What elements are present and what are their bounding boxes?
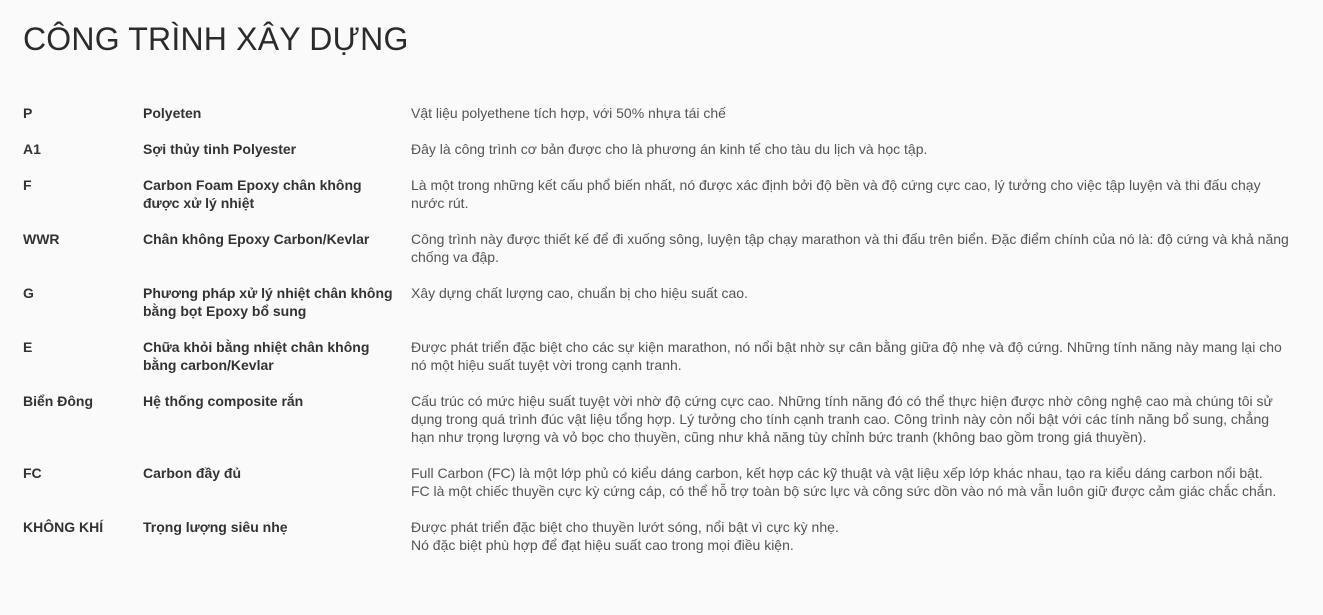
row-name: Hệ thống composite rắn: [143, 393, 304, 409]
row-description: [411, 176, 1303, 212]
row-description: [411, 392, 1303, 446]
page-title: CÔNG TRÌNH XÂY DỰNG: [23, 21, 409, 57]
construction-spec-table: [23, 104, 1303, 572]
row-code: A1: [23, 141, 41, 157]
spec-row-f: [23, 176, 1303, 212]
spec-row-khong-khi: [23, 518, 1303, 554]
spec-row-a1: [23, 140, 1303, 158]
spec-row-g: [23, 284, 1303, 320]
spec-row-bien-dong: [23, 392, 1303, 446]
description-paragraph: Nó đặc biệt phù hợp để đạt hiệu suất cao trong mọi điều kiện.: [411, 537, 794, 553]
description-paragraph: FC là một chiếc thuyền cực kỳ cứng cáp, có thể hỗ trợ toàn bộ sức lực và công sức dồn vào nó mà vẫn luôn giữ được cảm giác chắc chắn.: [411, 483, 1277, 499]
row-name: Chữa khỏi bằng nhiệt chân không bằng carbon/Kevlar: [143, 339, 370, 373]
row-code: WWR: [23, 231, 60, 247]
row-code: E: [23, 339, 33, 355]
spec-row-wwr: [23, 230, 1303, 266]
row-code: FC: [23, 465, 42, 481]
description-paragraph: Được phát triển đặc biệt cho thuyền lướt sóng, nổi bật vì cực kỳ nhẹ.: [411, 519, 839, 535]
description-paragraph: Công trình này được thiết kế để đi xuống sông, luyện tập chạy marathon và thi đấu trên biển. Đặc điểm chính của nó là: độ cứng và khả năng chống va đập.: [411, 231, 1289, 265]
row-description: [411, 104, 1303, 122]
description-paragraph: Cấu trúc có mức hiệu suất tuyệt vời nhờ độ cứng cực cao. Những tính năng đó có thể thực hiện được nhờ công nghệ cao mà chúng tôi sử dụng trong quá trình đúc vật liệu tổng hợp. Lý tưởng cho tính cạnh tranh cao. Công trình này còn nổi bật với các tính năng bổ sung, chẳng hạn như trọng lượng và vỏ bọc cho thuyền, cũng như khả năng tùy chỉnh bức tranh (không bao gồm trong giá thuyền).: [411, 393, 1273, 445]
row-code: G: [23, 285, 34, 301]
row-code: KHÔNG KHÍ: [23, 519, 104, 535]
row-description: [411, 230, 1303, 266]
row-name: Polyeten: [143, 105, 202, 121]
row-name: Carbon Foam Epoxy chân không được xử lý nhiệt: [143, 177, 362, 211]
row-name: Chân không Epoxy Carbon/Kevlar: [143, 231, 370, 247]
row-description: [411, 140, 1303, 158]
description-paragraph: Đây là công trình cơ bản được cho là phương án kinh tế cho tàu du lịch và học tập.: [411, 141, 928, 157]
spec-row-p: [23, 104, 1303, 122]
description-paragraph: Là một trong những kết cấu phổ biến nhất, nó được xác định bởi độ bền và độ cứng cực cao, lý tưởng cho việc tập luyện và thi đấu chạy nước rút.: [411, 177, 1261, 211]
row-description: [411, 284, 1303, 302]
description-paragraph: Được phát triển đặc biệt cho các sự kiện marathon, nó nổi bật nhờ sự cân bằng giữa độ nhẹ và độ cứng. Những tính năng này mang lại cho nó một hiệu suất tuyệt vời trong cạnh tranh.: [411, 339, 1282, 373]
row-name: Carbon đầy đủ: [143, 465, 242, 481]
row-description: [411, 464, 1303, 500]
row-code: Biển Đông: [23, 393, 93, 409]
row-name: Sợi thủy tinh Polyester: [143, 141, 297, 157]
row-name: Phương pháp xử lý nhiệt chân không bằng bọt Epoxy bổ sung: [143, 285, 393, 319]
description-paragraph: Full Carbon (FC) là một lớp phủ có kiểu dáng carbon, kết hợp các kỹ thuật và vật liệu xếp lớp khác nhau, tạo ra kiểu dáng carbon nổi bật.: [411, 465, 1263, 481]
row-code: F: [23, 177, 32, 193]
description-paragraph: Xây dựng chất lượng cao, chuẩn bị cho hiệu suất cao.: [411, 285, 748, 301]
row-name: Trọng lượng siêu nhẹ: [143, 519, 288, 535]
spec-row-fc: [23, 464, 1303, 500]
row-description: [411, 338, 1303, 374]
row-description: [411, 518, 1303, 554]
row-code: P: [23, 105, 33, 121]
spec-row-e: [23, 338, 1303, 374]
description-paragraph: Vật liệu polyethene tích hợp, với 50% nhựa tái chế: [411, 105, 726, 121]
